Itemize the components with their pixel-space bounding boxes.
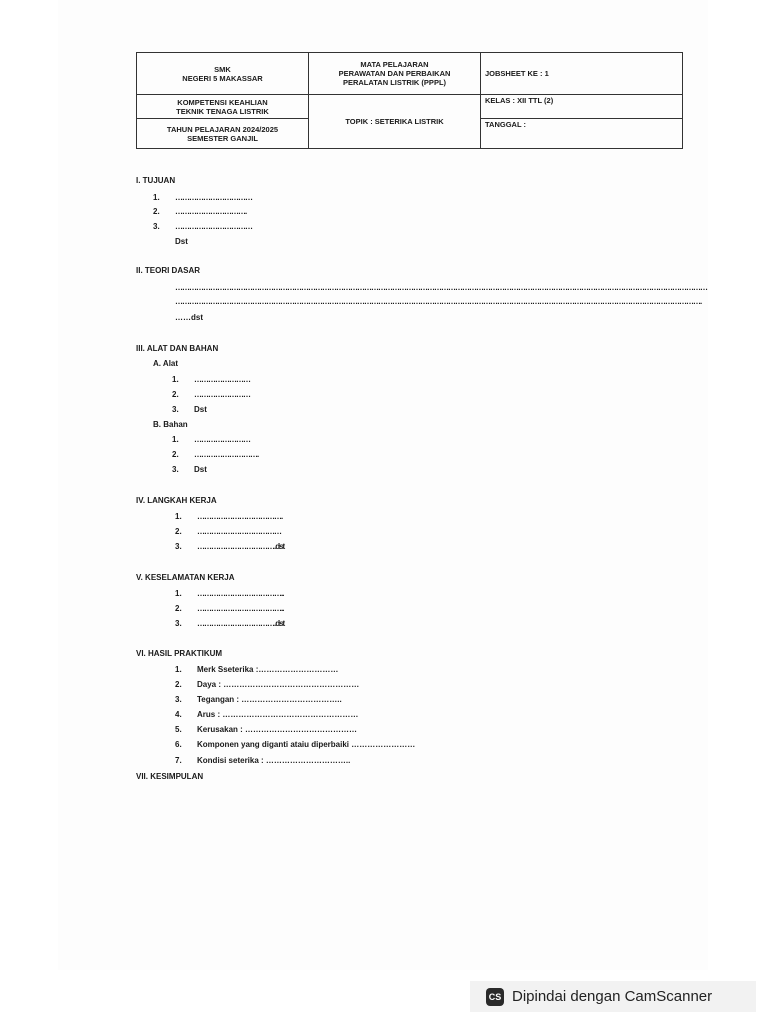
langkah-item: 3. …………………………….dst bbox=[175, 542, 285, 551]
tujuan-item: 3. …………………………… bbox=[153, 222, 252, 231]
teori-line-1: ………………………………………………………………………………………………………………………………………………………………………………………………………… bbox=[175, 283, 707, 292]
section-teori-title: II. TEORI DASAR bbox=[136, 266, 201, 275]
competency-line-1: KOMPETENSI KEAHLIAN bbox=[177, 97, 268, 107]
hasil-item: 4. Arus : …………………………………………… bbox=[175, 710, 359, 719]
tujuan-dst: Dst bbox=[175, 237, 188, 246]
header-table bbox=[136, 52, 683, 149]
topic-title: TOPIK : SETERIKA LISTRIK bbox=[345, 117, 444, 126]
teori-line-2: ………………………………………………………………………………………………………………………………………………………………………………………………………. bbox=[175, 297, 702, 306]
jobsheet-label: JOBSHEET KE : 1 bbox=[485, 69, 549, 78]
section-alat-bahan-title: III. ALAT DAN BAHAN bbox=[136, 344, 219, 353]
keselamatan-item: 2. ……………………………….. bbox=[175, 604, 284, 613]
tujuan-item: 1. …………………………… bbox=[153, 193, 252, 202]
competency-cell bbox=[137, 95, 309, 119]
camscanner-text: Dipindai dengan CamScanner bbox=[512, 988, 713, 1005]
subject-line-2: PERAWATAN DAN PERBAIKAN bbox=[338, 69, 451, 78]
topic-cell bbox=[309, 95, 481, 149]
hasil-item: 3. Tegangan : ……………………………….. bbox=[175, 695, 342, 704]
hasil-item: 6. Komponen yang diganti ataiu diperbaiki …………………… bbox=[175, 740, 416, 749]
hasil-item: 2. Daya : …………………………………………… bbox=[175, 680, 360, 689]
alat-item: 3. Dst bbox=[172, 405, 207, 414]
subsection-alat-title: A. Alat bbox=[153, 359, 179, 368]
subject-cell bbox=[309, 53, 481, 95]
subject-line-1: MATA PELAJARAN bbox=[360, 60, 429, 69]
alat-item: 2. …………………… bbox=[172, 390, 250, 399]
kelas-label: KELAS : XII TTL (2) bbox=[485, 96, 554, 105]
section-tujuan-title: I. TUJUAN bbox=[136, 176, 176, 185]
teori-end: ……dst bbox=[175, 313, 203, 322]
section-langkah-kerja-title: IV. LANGKAH KERJA bbox=[136, 496, 217, 505]
alat-item: 1. …………………… bbox=[172, 375, 250, 384]
camscanner-logo-icon: CS bbox=[486, 988, 504, 1006]
subsection-bahan-title: B. Bahan bbox=[153, 420, 188, 429]
jobsheet-cell bbox=[481, 53, 683, 95]
tujuan-item: 2. …………………………. bbox=[153, 207, 247, 216]
subject-line-3: PERALATAN LISTRIK (PPPL) bbox=[342, 78, 447, 87]
section-hasil-praktikum-title: VI. HASIL PRAKTIKUM bbox=[136, 649, 223, 658]
tanggal-cell bbox=[481, 119, 683, 149]
bahan-item: 1. …………………… bbox=[172, 435, 250, 444]
bahan-item: 2. ………………………. bbox=[172, 450, 259, 459]
kelas-cell bbox=[481, 95, 683, 119]
tanggal-label: TANGGAL : bbox=[485, 120, 526, 129]
school-line-1: SMK bbox=[214, 64, 231, 74]
section-kesimpulan-title: VII. KESIMPULAN bbox=[136, 772, 204, 781]
hasil-item: 1. Merk Sseterika :………………………… bbox=[175, 665, 339, 674]
bahan-item: 3. Dst bbox=[172, 465, 207, 474]
year-line-1: TAHUN PELAJARAN 2024/2025 bbox=[166, 124, 279, 134]
year-cell bbox=[137, 119, 309, 149]
hasil-item: 7. Kondisi seterika : ………………………….. bbox=[175, 756, 351, 765]
year-line-2: SEMESTER GANJIL bbox=[187, 133, 258, 143]
langkah-item: 1. ………………………………. bbox=[175, 512, 283, 521]
keselamatan-item: 3. …………………………….dst bbox=[175, 619, 285, 628]
camscanner-watermark bbox=[470, 981, 756, 1012]
school-cell bbox=[137, 53, 309, 95]
langkah-item: 2. ……………………………… bbox=[175, 527, 281, 536]
competency-line-2: TEKNIK TENAGA LISTRIK bbox=[176, 106, 269, 116]
hasil-item: 5. Kerusakan : …………………………………… bbox=[175, 725, 358, 734]
keselamatan-item: 1. ……………………………….. bbox=[175, 589, 284, 598]
section-keselamatan-title: V. KESELAMATAN KERJA bbox=[136, 573, 235, 582]
school-line-2: NEGERI 5 MAKASSAR bbox=[182, 73, 263, 83]
